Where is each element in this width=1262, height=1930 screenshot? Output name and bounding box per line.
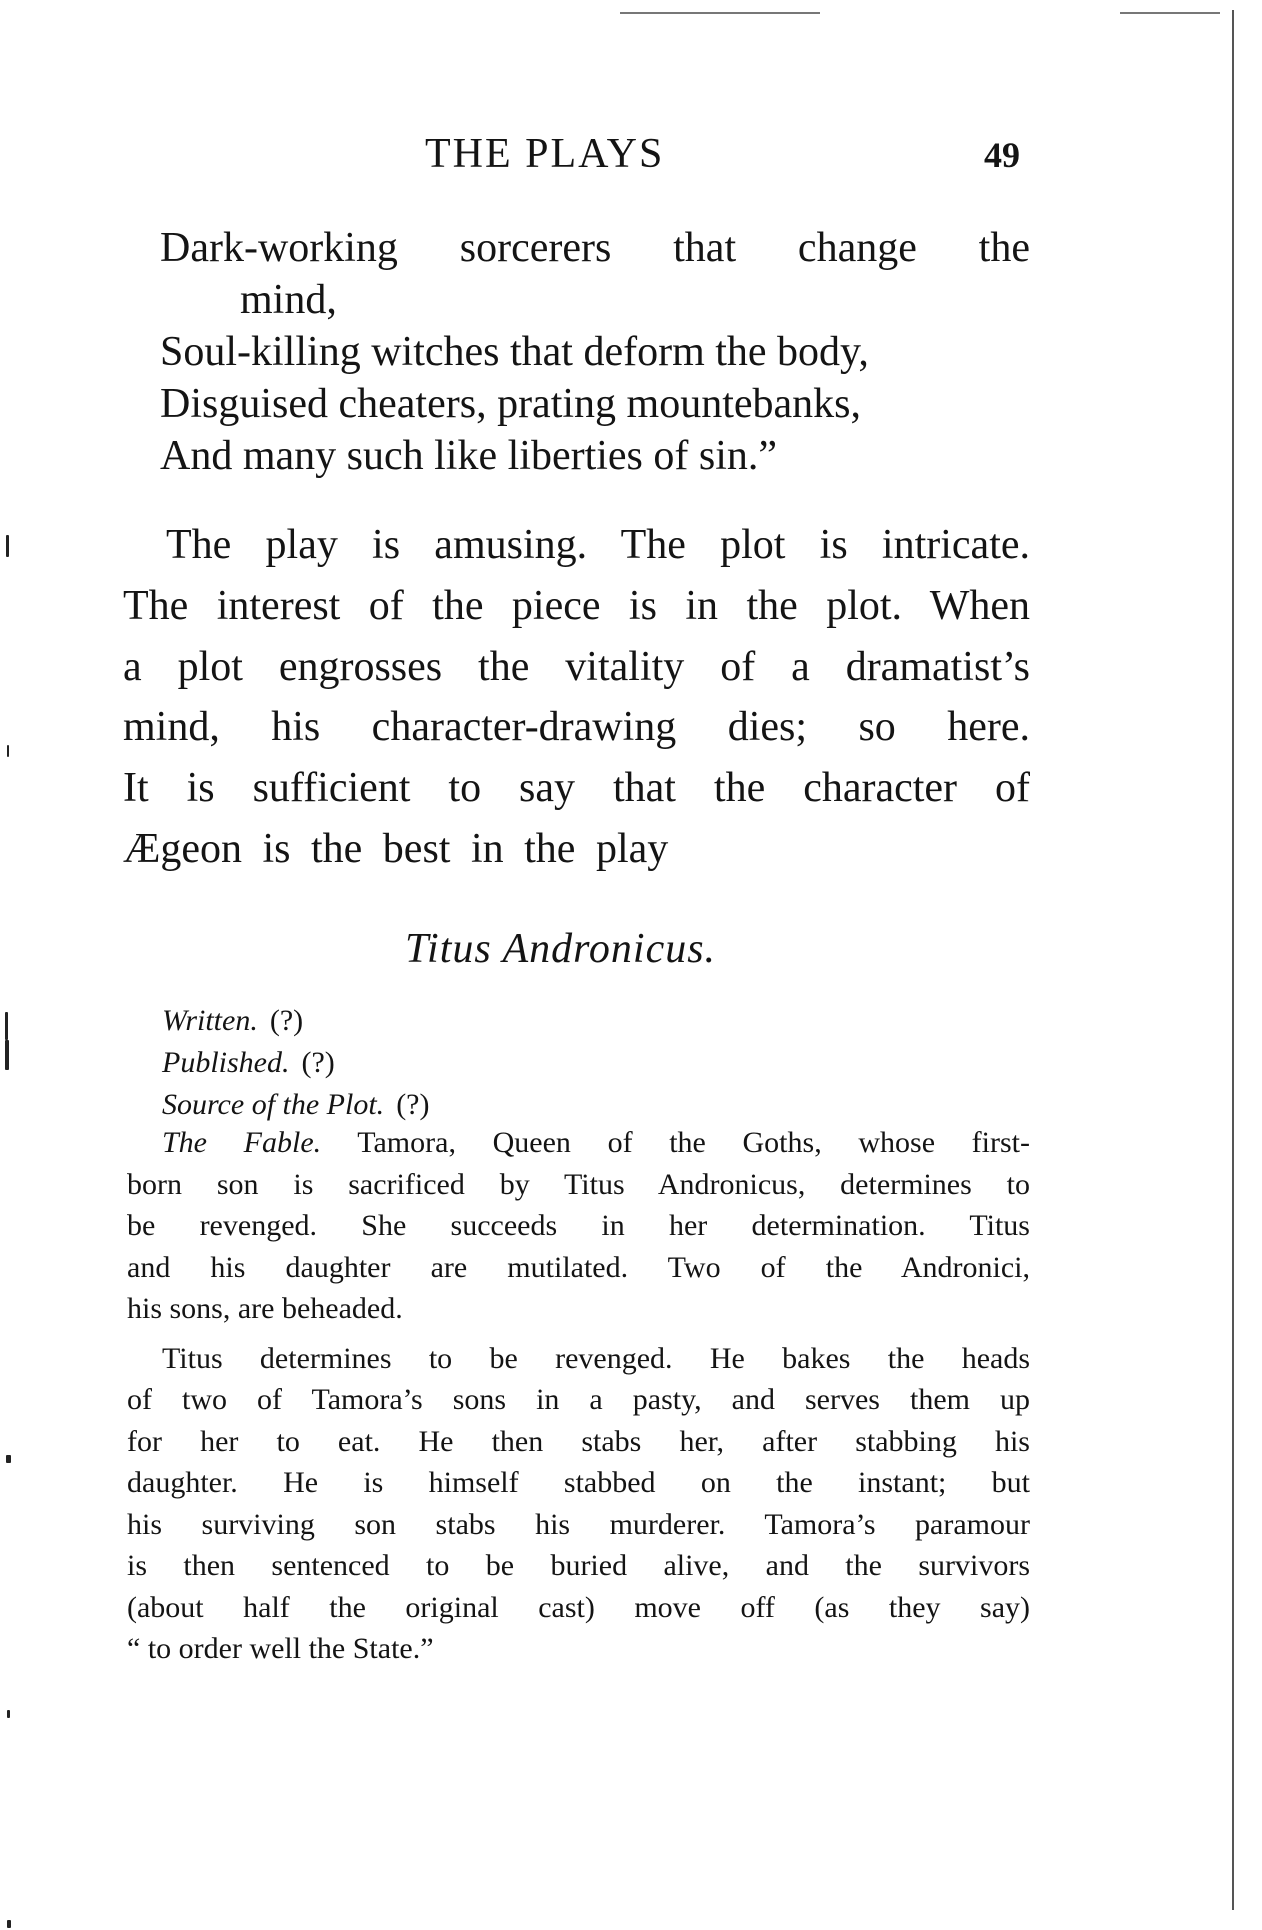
fable-line: Titus determines to be revenged. He bakes the heads bbox=[162, 1341, 1030, 1375]
margin-speck bbox=[5, 1040, 9, 1070]
fable-line: daughter. He is himself stabbed on the instant; but bbox=[127, 1466, 1030, 1499]
fable-line: be revenged. She succeeds in her determination. Titus bbox=[127, 1209, 1030, 1242]
margin-speck bbox=[6, 1455, 11, 1463]
fable-line: “ to order well the State.” bbox=[127, 1632, 434, 1665]
fable-line bbox=[127, 1122, 1030, 1164]
written-label: Written. bbox=[162, 1004, 258, 1037]
scan-top-mark bbox=[620, 12, 820, 14]
source-value: (?) bbox=[396, 1088, 430, 1121]
verse-line: Dark-working sorcerers that change the bbox=[160, 225, 1030, 271]
margin-speck bbox=[7, 1710, 10, 1718]
scan-top-mark bbox=[1120, 12, 1220, 14]
play-metadata bbox=[162, 1000, 429, 1126]
section-title: Titus Andronicus. bbox=[405, 926, 717, 972]
verse-line: Disguised cheaters, prating mountebanks, bbox=[160, 381, 861, 427]
running-header bbox=[120, 130, 1020, 190]
verse-line: Soul-killing witches that deform the body, bbox=[160, 329, 869, 375]
fable-line: of two of Tamora’s sons in a pasty, and serves them up bbox=[127, 1383, 1030, 1416]
written-entry bbox=[162, 1000, 429, 1042]
fable-text bbox=[127, 1122, 1030, 1670]
fable-line: his sons, are beheaded. bbox=[127, 1292, 403, 1325]
prose-line: a plot engrosses the vitality of a dramatist’s bbox=[123, 643, 1030, 690]
fable-line: for her to eat. He then stabs her, after stabbing his bbox=[127, 1424, 1030, 1458]
scan-edge-line bbox=[1232, 10, 1234, 1910]
published-value: (?) bbox=[301, 1046, 335, 1079]
prose-paragraph bbox=[123, 515, 1030, 880]
fable-line: (about half the original cast) move off (as they say) bbox=[127, 1590, 1030, 1624]
margin-speck bbox=[7, 745, 9, 757]
margin-speck bbox=[5, 1012, 8, 1040]
fable-label: The Fable. bbox=[162, 1126, 322, 1159]
prose-line: mind, his character-drawing dies; so here. bbox=[123, 704, 1030, 751]
prose-line: It is sufficient to say that the character of bbox=[123, 765, 1030, 812]
published-label: Published. bbox=[162, 1046, 290, 1079]
source-label: Source of the Plot. bbox=[162, 1088, 385, 1121]
fable-line: his surviving son stabs his murderer. Tamora’s paramour bbox=[127, 1507, 1030, 1541]
published-entry bbox=[162, 1042, 429, 1084]
fable-line: and his daughter are mutilated. Two of the Andronici, bbox=[127, 1250, 1030, 1284]
paragraph-gap bbox=[127, 1330, 1030, 1338]
fable-line: born son is sacrificed by Titus Andronicus, determines to bbox=[127, 1167, 1030, 1201]
verse-quotation bbox=[160, 222, 1030, 482]
source-entry bbox=[162, 1084, 429, 1126]
running-title: THE PLAYS bbox=[425, 131, 665, 177]
prose-line: The interest of the piece is in the plot. When bbox=[123, 582, 1030, 629]
prose-line: The play is amusing. The plot is intricate. bbox=[166, 522, 1030, 568]
page-number: 49 bbox=[984, 135, 1020, 175]
prose-line: Ægeon is the best in the play bbox=[123, 825, 669, 872]
margin-speck bbox=[6, 535, 9, 557]
margin-speck bbox=[7, 1920, 11, 1928]
written-value: (?) bbox=[269, 1004, 304, 1037]
fable-line: is then sentenced to be buried alive, and the survivors bbox=[127, 1549, 1030, 1582]
fable-line-text: Tamora, Queen of the Goths, whose first- bbox=[357, 1126, 1030, 1159]
verse-line: mind, bbox=[240, 277, 337, 323]
verse-line: And many such like liberties of sin.” bbox=[160, 433, 778, 479]
